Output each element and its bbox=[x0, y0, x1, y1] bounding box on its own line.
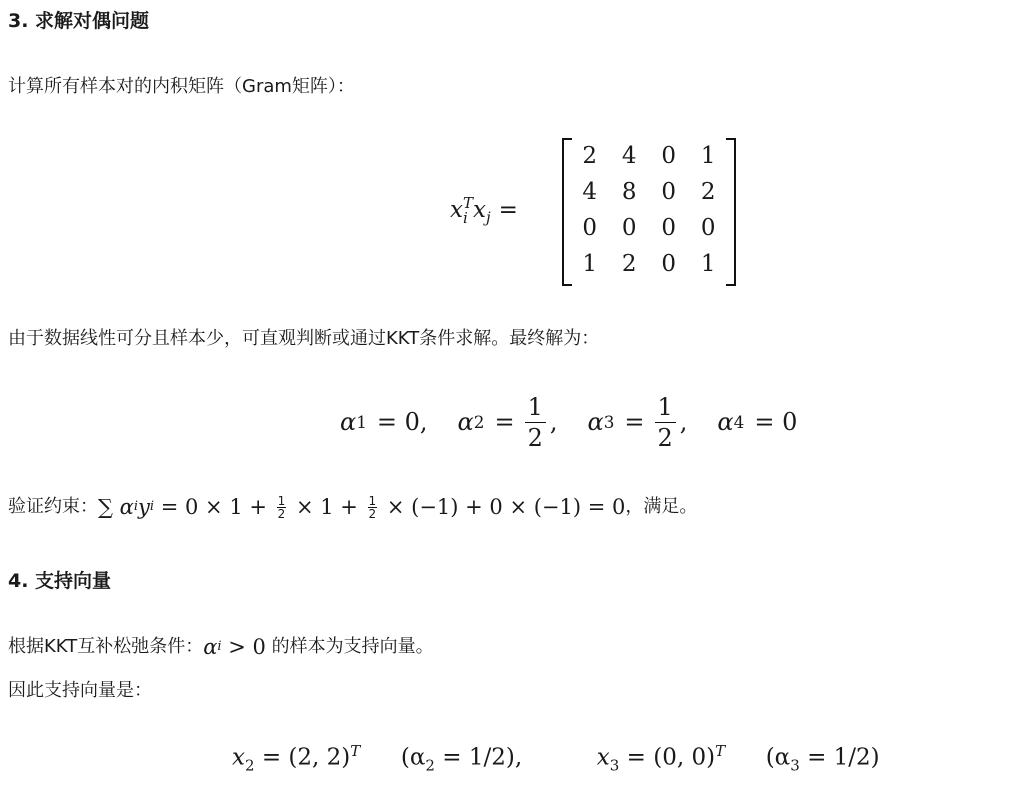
sv1-sup: T bbox=[350, 742, 361, 760]
kkt-alpha-sub: i bbox=[217, 639, 222, 654]
kkt-suffix: 的样本为支持向量。 bbox=[265, 636, 434, 657]
sv2-alpha-value: = 1/2) bbox=[799, 744, 880, 771]
matrix-cell: 0 bbox=[582, 215, 598, 241]
alpha-3-num: 1 bbox=[655, 392, 676, 423]
matrix-cell: 8 bbox=[621, 179, 637, 205]
alpha-3-symbol: α bbox=[587, 408, 604, 436]
alpha-2-fraction bbox=[525, 392, 546, 453]
matrix-cell: 0 bbox=[621, 215, 637, 241]
verify-expr-2: × 1 + bbox=[289, 495, 365, 519]
verify-constraint bbox=[8, 494, 697, 520]
sv2-alpha: (α bbox=[765, 744, 791, 771]
kkt-condition bbox=[8, 634, 434, 660]
matrix-cell: 4 bbox=[582, 179, 598, 205]
support-vectors bbox=[232, 742, 880, 774]
gram-matrix bbox=[558, 138, 740, 286]
matrix-cell: 2 bbox=[700, 179, 716, 205]
matrix-cell: 2 bbox=[621, 251, 637, 277]
verify-suffix: ，满足。 bbox=[625, 496, 698, 517]
sv1-value: = (2, 2) bbox=[254, 744, 351, 771]
matrix-cell: 0 bbox=[700, 215, 716, 241]
matrix-cell: 0 bbox=[661, 179, 677, 205]
sv1-alpha-sub: 2 bbox=[425, 756, 435, 775]
kkt-prefix: 根据KKT互补松弛条件： bbox=[8, 636, 204, 657]
alpha-3-fraction bbox=[655, 392, 676, 453]
verify-frac-1-den: 2 bbox=[277, 506, 286, 521]
gram-intro-text: 计算所有样本对的内积矩阵（Gram矩阵）： bbox=[8, 76, 355, 97]
matrix-cell: 4 bbox=[621, 143, 637, 169]
sv2-sub: 3 bbox=[609, 756, 620, 775]
alpha-3-den: 2 bbox=[657, 423, 673, 452]
alpha-2-den: 2 bbox=[527, 423, 543, 452]
sv1-sub: 2 bbox=[244, 756, 255, 775]
gram-lhs-sub: i bbox=[462, 209, 468, 227]
verify-frac-1 bbox=[277, 495, 287, 520]
kkt-alpha: α bbox=[203, 635, 218, 659]
gram-lhs-x2: x bbox=[473, 197, 486, 223]
alpha-1-symbol: α bbox=[340, 408, 357, 436]
matrix-cell: 1 bbox=[700, 143, 716, 169]
matrix-cell: 0 bbox=[661, 251, 677, 277]
verify-frac-1-num: 1 bbox=[277, 493, 286, 508]
sv2-sup: T bbox=[715, 742, 726, 760]
verify-sub-alpha: i bbox=[133, 499, 139, 514]
alpha-solution bbox=[340, 382, 797, 462]
solve-text: 由于数据线性可分且样本少，可直观判断或通过KKT条件求解。最终解为： bbox=[8, 328, 600, 349]
alpha-4-value: = 0 bbox=[754, 408, 798, 436]
sv2-alpha-sub: 3 bbox=[790, 756, 800, 775]
section-3-heading: 3. 求解对偶问题 bbox=[8, 10, 150, 32]
alpha-4-sub: 4 bbox=[733, 412, 745, 432]
matrix-cell: 0 bbox=[661, 143, 677, 169]
kkt-gt-zero: > 0 bbox=[221, 635, 266, 659]
alpha-3-sub: 3 bbox=[603, 412, 615, 432]
matrix-cells bbox=[570, 138, 728, 282]
sv1-x: x bbox=[232, 744, 245, 771]
verify-frac-2 bbox=[368, 495, 378, 520]
verify-label: 验证约束： bbox=[8, 496, 98, 517]
verify-sub-y: i bbox=[149, 499, 155, 514]
alpha-3-comma: , bbox=[679, 408, 688, 436]
sv2-x: x bbox=[596, 744, 610, 771]
verify-expr-3: × (−1) + 0 × (−1) = 0 bbox=[380, 495, 626, 519]
alpha-2-symbol: α bbox=[457, 408, 474, 436]
alpha-2-eq: = bbox=[494, 408, 515, 436]
sv1-alpha: (α bbox=[400, 744, 426, 771]
verify-sum: ∑ α bbox=[98, 495, 134, 519]
section-4-heading: 4. 支持向量 bbox=[8, 570, 112, 592]
alpha-3-eq: = bbox=[624, 408, 645, 436]
matrix-cell: 1 bbox=[582, 251, 598, 277]
gram-equation-lhs bbox=[450, 196, 518, 227]
gram-equals: = bbox=[498, 197, 518, 223]
alpha-4-symbol: α bbox=[717, 408, 734, 436]
verify-y: y bbox=[138, 495, 150, 519]
matrix-cell: 0 bbox=[661, 215, 677, 241]
sv2-value: = (0, 0) bbox=[619, 744, 716, 771]
gram-lhs-sup: T bbox=[462, 194, 473, 212]
alpha-2-sub: 2 bbox=[473, 412, 485, 432]
gram-lhs-x2-sub: j bbox=[485, 208, 491, 227]
verify-expr-1: = 0 × 1 + bbox=[154, 495, 274, 519]
verify-frac-2-num: 1 bbox=[368, 493, 377, 508]
matrix-cell: 2 bbox=[582, 143, 598, 169]
gram-lhs-x: x bbox=[450, 197, 463, 223]
alpha-2-comma: , bbox=[549, 408, 558, 436]
sv1-alpha-value: = 1/2), bbox=[434, 744, 523, 771]
alpha-1-value: = 0, bbox=[376, 408, 428, 436]
therefore-text: 因此支持向量是： bbox=[8, 680, 152, 701]
alpha-2-num: 1 bbox=[525, 392, 546, 423]
verify-frac-2-den: 2 bbox=[368, 506, 377, 521]
alpha-1-sub: 1 bbox=[356, 412, 367, 432]
matrix-cell: 1 bbox=[700, 251, 716, 277]
